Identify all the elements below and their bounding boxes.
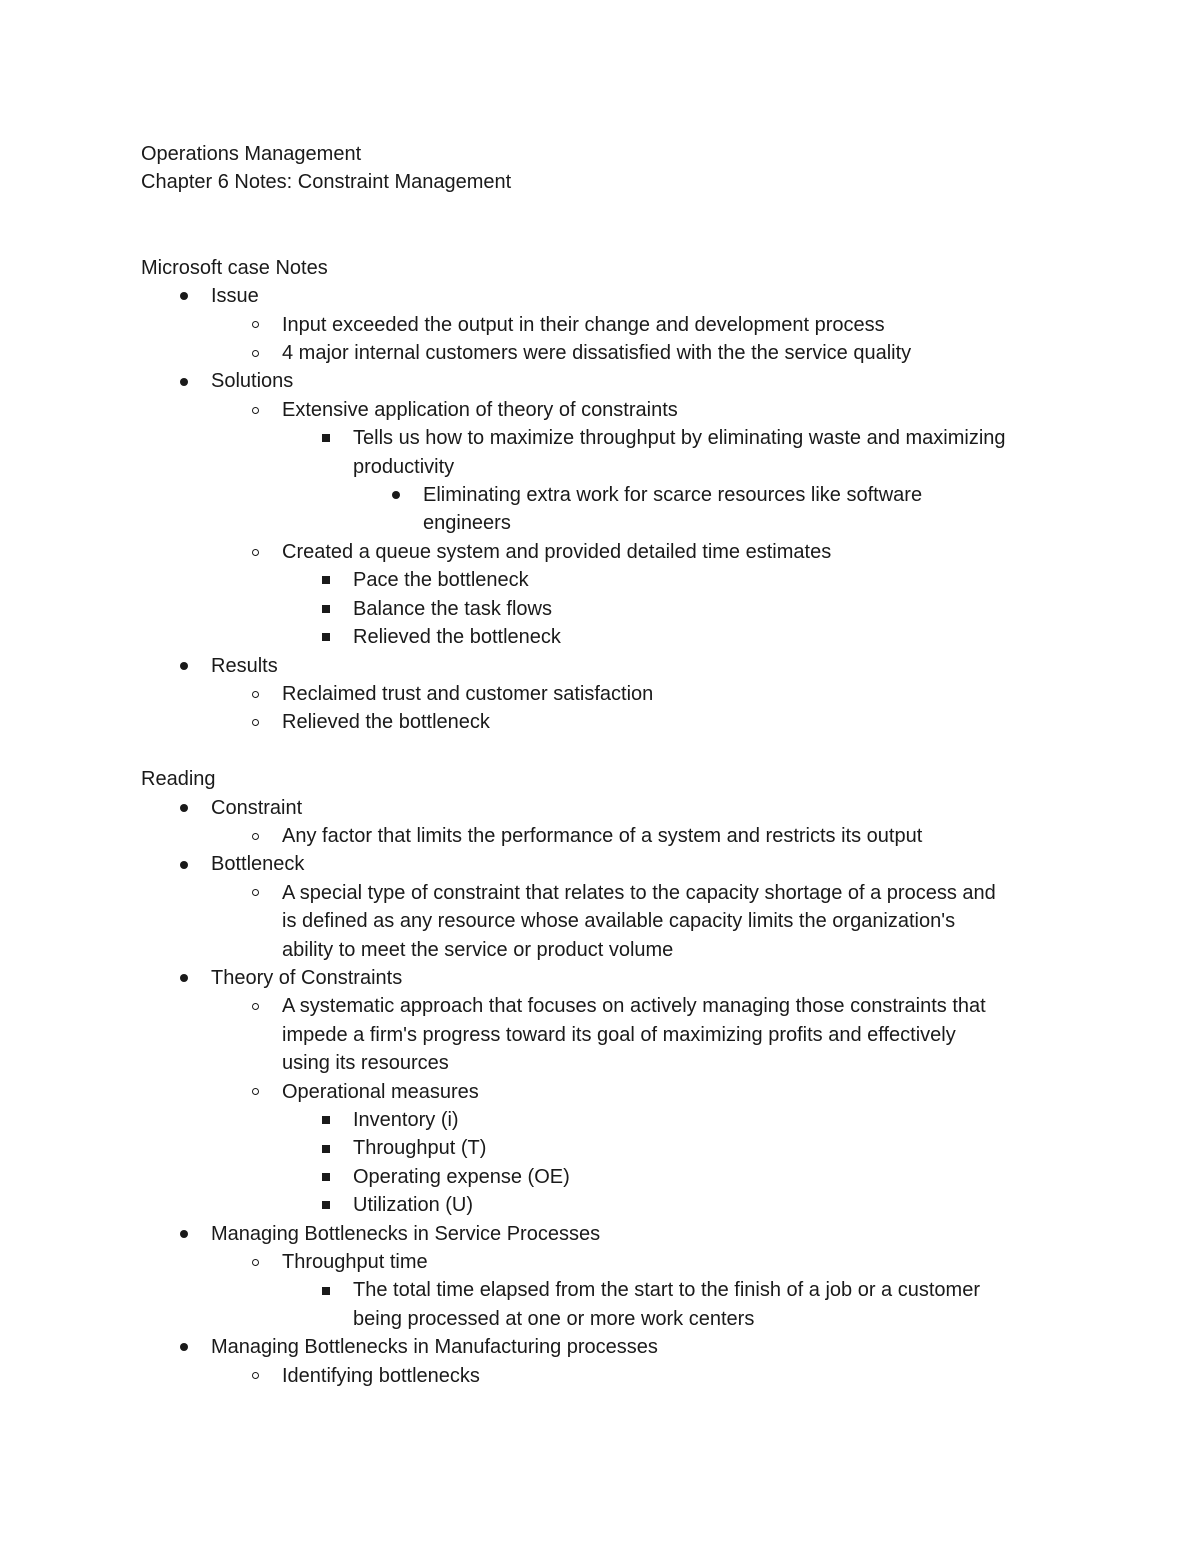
constraint-label: Constraint (211, 796, 303, 819)
list-item (141, 1276, 1071, 1333)
throughput-time-line: being processed at one or more work centers (353, 1307, 755, 1330)
results-item: Reclaimed trust and customer satisfaction (282, 682, 654, 705)
chapter-title: Chapter 6 Notes: Constraint Management (141, 171, 512, 194)
toc-sub-line: engineers (423, 512, 511, 535)
measure-item: Throughput (T) (353, 1137, 487, 1160)
list-item (141, 708, 1071, 736)
bullet-square-icon (319, 1191, 333, 1219)
list-item (141, 964, 1071, 992)
list-item (141, 794, 1071, 822)
list-item (141, 595, 1071, 623)
list-item (141, 282, 1071, 310)
bullet-square-icon (319, 623, 333, 651)
bullet-circle-icon (248, 708, 262, 736)
list-item (141, 992, 1071, 1077)
identifying-bottlenecks-label: Identifying bottlenecks (282, 1364, 480, 1387)
bullet-dot-icon (177, 367, 191, 395)
queue-item: Pace the bottleneck (353, 569, 529, 592)
list-item (141, 1191, 1071, 1219)
manufacturing-label: Managing Bottlenecks in Manufacturing processes (211, 1336, 658, 1359)
bullet-circle-icon (248, 311, 262, 339)
bullet-circle-icon (248, 339, 262, 367)
bullet-dot-icon (177, 850, 191, 878)
bullet-square-icon (319, 1163, 333, 1191)
course-title: Operations Management (141, 143, 362, 165)
list-item (141, 1134, 1071, 1162)
bullet-dot-icon (389, 481, 403, 509)
queue-label: Created a queue system and provided detailed time estimates (282, 540, 832, 563)
toc-sub-line: Eliminating extra work for scarce resources like software (423, 484, 923, 507)
list-item (141, 367, 1071, 395)
bullet-circle-icon (248, 680, 262, 708)
list-item (141, 481, 1071, 538)
reading-list (141, 794, 1071, 1391)
list-item (141, 1078, 1071, 1106)
bullet-circle-icon (248, 1078, 262, 1106)
microsoft-case-heading: Microsoft case Notes (141, 256, 328, 279)
list-item (141, 1220, 1071, 1248)
bullet-square-icon (319, 566, 333, 594)
bullet-dot-icon (177, 1220, 191, 1248)
spacer (141, 197, 1071, 254)
list-item (141, 680, 1071, 708)
bullet-dot-icon (177, 282, 191, 310)
queue-item: Relieved the bottleneck (353, 626, 561, 649)
list-item (141, 538, 1071, 566)
list-item (141, 1163, 1071, 1191)
measure-item: Inventory (i) (353, 1108, 459, 1131)
list-item (141, 1248, 1071, 1276)
measures-label: Operational measures (282, 1080, 479, 1103)
list-item (141, 1106, 1071, 1134)
issue-label: Issue (211, 285, 259, 308)
bullet-circle-icon (248, 992, 262, 1020)
bullet-square-icon (319, 1276, 333, 1304)
list-item (141, 822, 1071, 850)
bullet-dot-icon (177, 964, 191, 992)
bullet-dot-icon (177, 1333, 191, 1361)
results-label: Results (211, 654, 278, 677)
bottleneck-definition-line: is defined as any resource whose available capacity limits the organization's (282, 910, 956, 933)
theory-definition-line: using its resources (282, 1052, 449, 1075)
theory-label: Theory of Constraints (211, 966, 403, 989)
list-item (141, 566, 1071, 594)
bottleneck-label: Bottleneck (211, 853, 305, 876)
document-page (141, 140, 1071, 1390)
list-item (141, 623, 1071, 651)
solutions-label: Solutions (211, 370, 294, 393)
bullet-circle-icon (248, 1362, 262, 1390)
list-item (141, 339, 1071, 367)
queue-item: Balance the task flows (353, 597, 552, 620)
bottleneck-definition-line: A special type of constraint that relates to the capacity shortage of a process and (282, 881, 996, 904)
bullet-square-icon (319, 424, 333, 452)
service-label: Managing Bottlenecks in Service Processes (211, 1222, 601, 1245)
theory-definition-line: A systematic approach that focuses on actively managing those constraints that (282, 995, 986, 1018)
issue-item: 4 major internal customers were dissatisfied with the the service quality (282, 342, 912, 365)
bullet-circle-icon (248, 538, 262, 566)
list-item (141, 311, 1071, 339)
issue-item: Input exceeded the output in their change and development process (282, 313, 885, 336)
bullet-square-icon (319, 595, 333, 623)
throughput-time-label: Throughput time (282, 1251, 428, 1274)
bullet-circle-icon (248, 396, 262, 424)
theory-definition-line: impede a firm's progress toward its goal of maximizing profits and effectively (282, 1023, 956, 1046)
toc-detail-line: Tells us how to maximize throughput by eliminating waste and maximizing (353, 427, 1006, 450)
measure-item: Utilization (U) (353, 1194, 474, 1217)
spacer (141, 737, 1071, 765)
list-item (141, 652, 1071, 680)
bullet-dot-icon (177, 652, 191, 680)
list-item (141, 396, 1071, 424)
toc-application: Extensive application of theory of constraints (282, 398, 678, 421)
list-item (141, 424, 1071, 481)
list-item (141, 850, 1071, 878)
toc-detail-line: productivity (353, 455, 455, 478)
bottleneck-definition-line: ability to meet the service or product volume (282, 938, 674, 961)
measure-item: Operating expense (OE) (353, 1165, 570, 1188)
list-item (141, 879, 1071, 964)
bullet-circle-icon (248, 822, 262, 850)
constraint-definition: Any factor that limits the performance of a system and restricts its output (282, 824, 923, 847)
results-item: Relieved the bottleneck (282, 711, 490, 734)
bullet-square-icon (319, 1106, 333, 1134)
throughput-time-line: The total time elapsed from the start to the finish of a job or a customer (353, 1279, 980, 1302)
list-item (141, 1362, 1071, 1390)
bullet-circle-icon (248, 879, 262, 907)
list-item (141, 1333, 1071, 1361)
reading-heading: Reading (141, 768, 216, 791)
bullet-dot-icon (177, 794, 191, 822)
bullet-square-icon (319, 1134, 333, 1162)
bullet-circle-icon (248, 1248, 262, 1276)
microsoft-case-list (141, 282, 1071, 737)
